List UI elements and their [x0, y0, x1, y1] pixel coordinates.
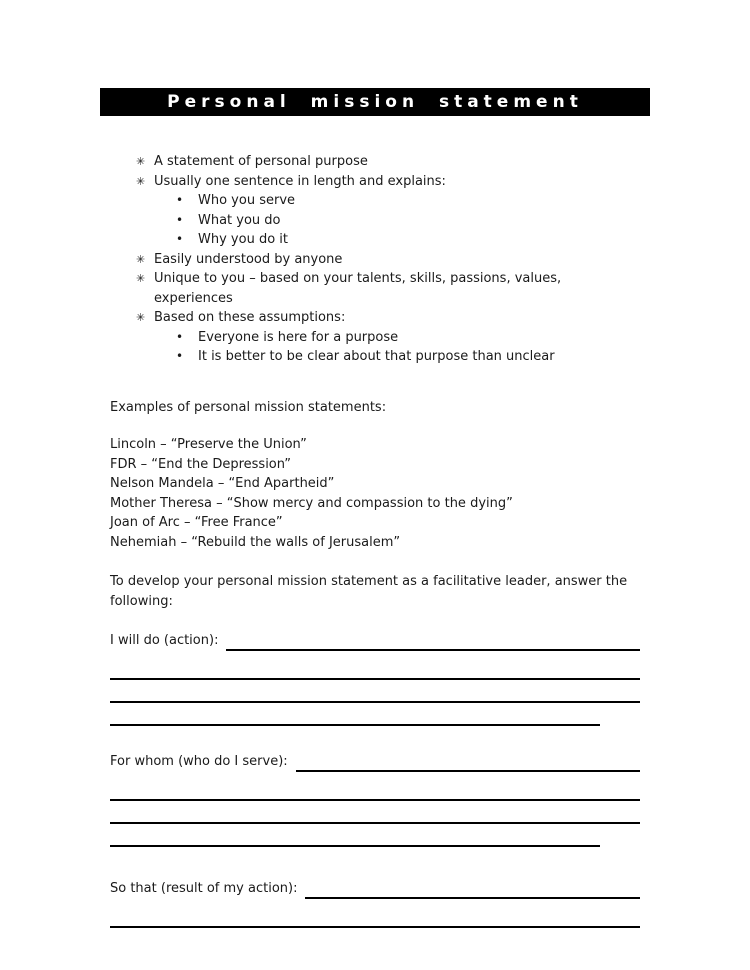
page-title: Personal mission statement	[167, 92, 583, 112]
example-statement: Nelson Mandela – “End Apartheid”	[110, 476, 335, 491]
sub-bullet-item-text: Everyone is here for a purpose	[198, 329, 399, 345]
dot-bullet-icon: •	[176, 212, 184, 227]
examples-list	[110, 435, 750, 552]
question-label-row	[110, 752, 640, 772]
title-bar	[100, 88, 650, 116]
answer-blank-line	[110, 703, 600, 726]
bullet-item-text: Based on these assumptions:	[154, 310, 346, 325]
bullet-item	[136, 250, 750, 270]
question-for-whom-label: For whom (who do I serve):	[110, 754, 288, 769]
example-statement: Joan of Arc – “Free France”	[110, 515, 283, 530]
asterisk-bullet-icon: ✳	[136, 272, 146, 285]
sub-bullet-item	[176, 230, 750, 250]
answer-blank-line	[110, 680, 640, 703]
example-statement: FDR – “End the Depression”	[110, 456, 292, 472]
sub-bullet-item	[176, 328, 750, 348]
asterisk-bullet-icon: ✳	[136, 252, 146, 266]
sub-bullet-item	[176, 347, 750, 367]
answer-blank-line	[110, 905, 640, 928]
sub-bullet-item	[176, 211, 750, 231]
answer-blank-line	[110, 657, 640, 680]
example-statement: Lincoln – “Preserve the Union”	[110, 437, 307, 452]
bullet-item	[136, 152, 750, 172]
bullet-item-text: Easily understood by anyone	[154, 251, 343, 267]
bullet-item-text: Usually one sentence in length and explains:	[154, 173, 446, 189]
bullet-item-text: Unique to you – based on your talents, skills, passions, values, experiences	[154, 271, 562, 306]
example-statement: Nehemiah – “Rebuild the walls of Jerusalem”	[110, 534, 401, 550]
asterisk-bullet-icon: ✳	[136, 311, 146, 324]
question-label-row	[110, 631, 640, 651]
sub-bullet-item-text: Why you do it	[198, 232, 288, 247]
answer-blank-line	[110, 778, 640, 801]
asterisk-bullet-icon: ✳	[136, 155, 146, 168]
question-action-label: I will do (action):	[110, 633, 219, 648]
sub-bullet-item-text: What you do	[198, 212, 281, 228]
bullet-list	[136, 152, 750, 367]
dot-bullet-icon: •	[176, 232, 184, 246]
answer-blank-line	[226, 633, 640, 651]
asterisk-bullet-icon: ✳	[136, 174, 146, 188]
question-so-that	[110, 879, 640, 928]
sub-bullet-item	[176, 191, 750, 211]
answer-blank-line	[296, 754, 640, 772]
dot-bullet-icon: •	[176, 193, 184, 207]
bullet-item	[136, 172, 750, 192]
answer-blank-line	[110, 801, 640, 824]
instructions-text: To develop your personal mission statement as a facilitative leader, answer the following:	[110, 574, 628, 609]
bullet-item-text: A statement of personal purpose	[154, 154, 368, 169]
question-label-row	[110, 879, 640, 899]
example-statement: Mother Theresa – “Show mercy and compassion to the dying”	[110, 495, 513, 511]
answer-blank-line	[305, 881, 640, 899]
question-action	[110, 631, 640, 726]
dot-bullet-icon: •	[176, 329, 184, 344]
examples-heading: Examples of personal mission statements:	[110, 399, 387, 415]
sub-bullet-item-text: Who you serve	[198, 193, 296, 208]
question-for-whom	[110, 752, 640, 847]
question-so-that-label: So that (result of my action):	[110, 881, 298, 896]
bullet-item	[136, 269, 750, 308]
dot-bullet-icon: •	[176, 349, 184, 363]
bullet-item	[136, 308, 750, 328]
sub-bullet-item-text: It is better to be clear about that purpose than unclear	[198, 349, 555, 364]
answer-blank-line	[110, 824, 600, 847]
